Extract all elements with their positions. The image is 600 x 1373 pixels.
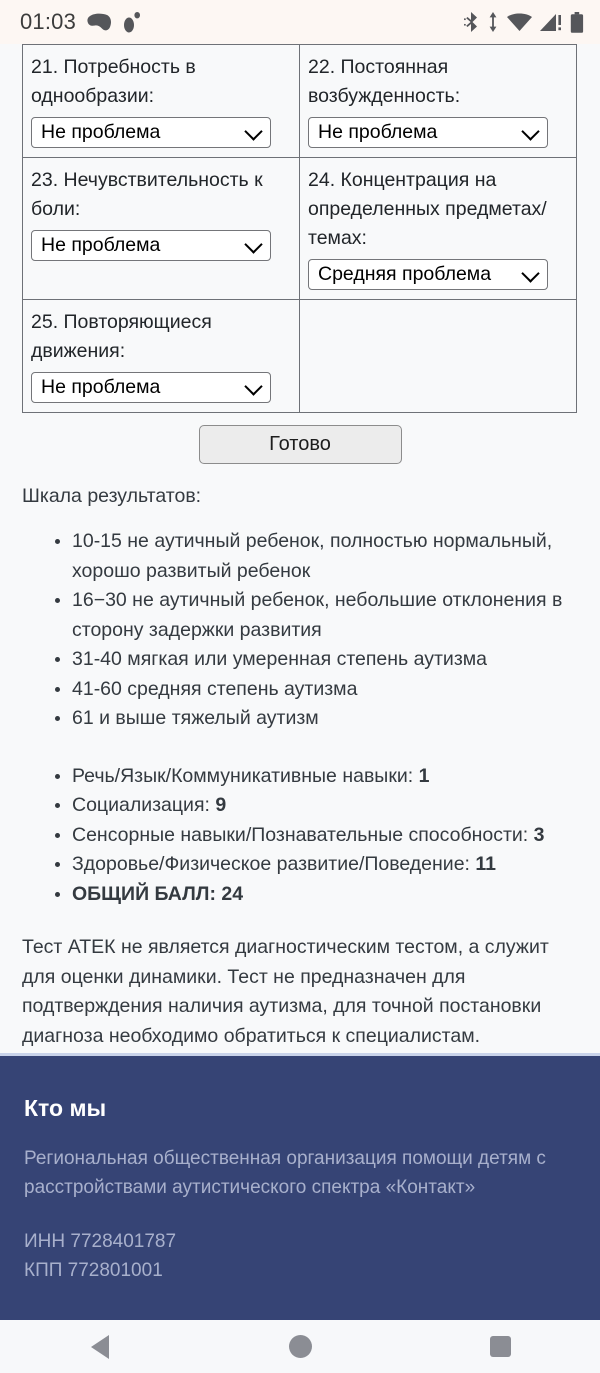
list-item: 16−30 не аутичный ребенок, небольшие отклонения в сторону задержки развития — [72, 586, 600, 645]
score-value: 9 — [215, 794, 227, 816]
signal-warning-icon — [540, 12, 563, 32]
question-label-25: 25. Повторяющиеся движения: — [31, 311, 212, 362]
score-label: Сенсорные навыки/Познавательные способности: — [72, 823, 534, 846]
question-select-value-24: Средняя проблема — [318, 263, 492, 285]
nav-home-button[interactable] — [255, 1320, 345, 1373]
question-select-value-23: Не проблема — [41, 234, 161, 256]
score-value: 11 — [475, 853, 496, 875]
status-bar-right — [464, 12, 584, 33]
question-select-25[interactable] — [31, 372, 271, 403]
nav-recent-button[interactable] — [455, 1320, 545, 1373]
question-select-value-21: Не проблема — [41, 121, 161, 143]
question-cell-25 — [23, 300, 300, 413]
question-label-24: 24. Концентрация на определенных предметах/темах: — [308, 169, 547, 249]
questions-table — [22, 44, 577, 413]
score-label: Социализация: — [72, 794, 216, 816]
empty-cell — [300, 300, 577, 413]
score-item-total — [72, 880, 600, 910]
site-footer — [0, 1053, 600, 1320]
page-content — [0, 44, 600, 1051]
wifi-icon — [506, 12, 533, 32]
question-cell-23 — [23, 158, 300, 300]
chevron-down-icon — [244, 377, 262, 395]
footer-kpp: КПП 772801001 — [24, 1260, 163, 1281]
data-transfer-icon — [487, 12, 499, 32]
score-item-sensory — [72, 821, 600, 851]
chevron-down-icon — [244, 122, 262, 140]
back-icon — [91, 1335, 109, 1359]
submit-button[interactable]: Готово — [199, 425, 402, 464]
scale-list — [0, 527, 600, 734]
question-cell-24 — [300, 158, 577, 300]
footer-inn: ИНН 7728401787 — [24, 1231, 177, 1252]
chevron-down-icon — [521, 122, 539, 140]
question-cell-22 — [300, 45, 577, 158]
question-select-value-25: Не проблема — [41, 376, 161, 398]
android-nav-bar — [0, 1320, 600, 1373]
scores-list — [0, 762, 600, 910]
list-item: 10-15 не аутичный ребенок, полностью нормальный, хорошо развитый ребенок — [72, 527, 600, 586]
status-bar — [0, 0, 600, 44]
table-row — [23, 300, 577, 413]
footsteps-icon — [123, 12, 140, 33]
disclaimer-text: Тест АТЕК не является диагностическим тестом, а служит для оценки динамики. Тест не предназначен для подтверждения наличия аутизма, для точной постановки диагноза необходимо обратиться к специалистам. — [22, 936, 549, 1047]
table-row — [23, 158, 577, 300]
score-item-socialization — [72, 791, 600, 821]
question-select-23[interactable] — [31, 230, 271, 261]
scale-title: Шкала результатов: — [22, 485, 202, 507]
battery-icon — [570, 12, 584, 33]
status-bar-left — [20, 9, 140, 35]
question-cell-21 — [23, 45, 300, 158]
submit-button-row — [0, 425, 600, 464]
score-item-speech — [72, 762, 600, 792]
chevron-down-icon — [244, 235, 262, 253]
home-icon — [289, 1335, 312, 1358]
footer-heading: Кто мы — [24, 1095, 107, 1121]
score-value: 1 — [418, 764, 430, 787]
recent-apps-icon — [490, 1336, 511, 1357]
table-row — [23, 45, 577, 158]
score-value: 3 — [533, 823, 545, 846]
score-value: 24 — [221, 882, 244, 905]
question-label-22: 22. Постоянная возбужденность: — [308, 56, 461, 107]
footer-description: Региональная общественная организация помощи детям с расстройствами аутистического спектра «Контакт» — [24, 1148, 546, 1198]
question-label-21: 21. Потребность в однообразии: — [31, 56, 196, 107]
list-item: 31-40 мягкая или умеренная степень аутизма — [72, 645, 600, 675]
list-item: 61 и выше тяжелый аутизм — [72, 704, 600, 734]
question-select-22[interactable] — [308, 117, 548, 148]
question-label-23: 23. Нечувствительность к боли: — [31, 169, 263, 220]
score-item-health — [72, 850, 600, 880]
question-select-21[interactable] — [31, 117, 271, 148]
chevron-down-icon — [521, 264, 539, 282]
nav-back-button[interactable] — [55, 1320, 145, 1373]
score-label: Здоровье/Физическое развитие/Поведение: — [72, 853, 476, 875]
list-item: 41-60 средняя степень аутизма — [72, 675, 600, 705]
bluetooth-icon — [464, 12, 480, 32]
game-controller-icon — [87, 13, 112, 32]
status-bar-clock: 01:03 — [20, 9, 77, 34]
score-label: Речь/Язык/Коммуникативные навыки: — [72, 764, 419, 787]
score-label: ОБЩИЙ БАЛЛ: — [72, 882, 222, 905]
question-select-value-22: Не проблема — [318, 121, 438, 143]
question-select-24[interactable] — [308, 259, 548, 290]
